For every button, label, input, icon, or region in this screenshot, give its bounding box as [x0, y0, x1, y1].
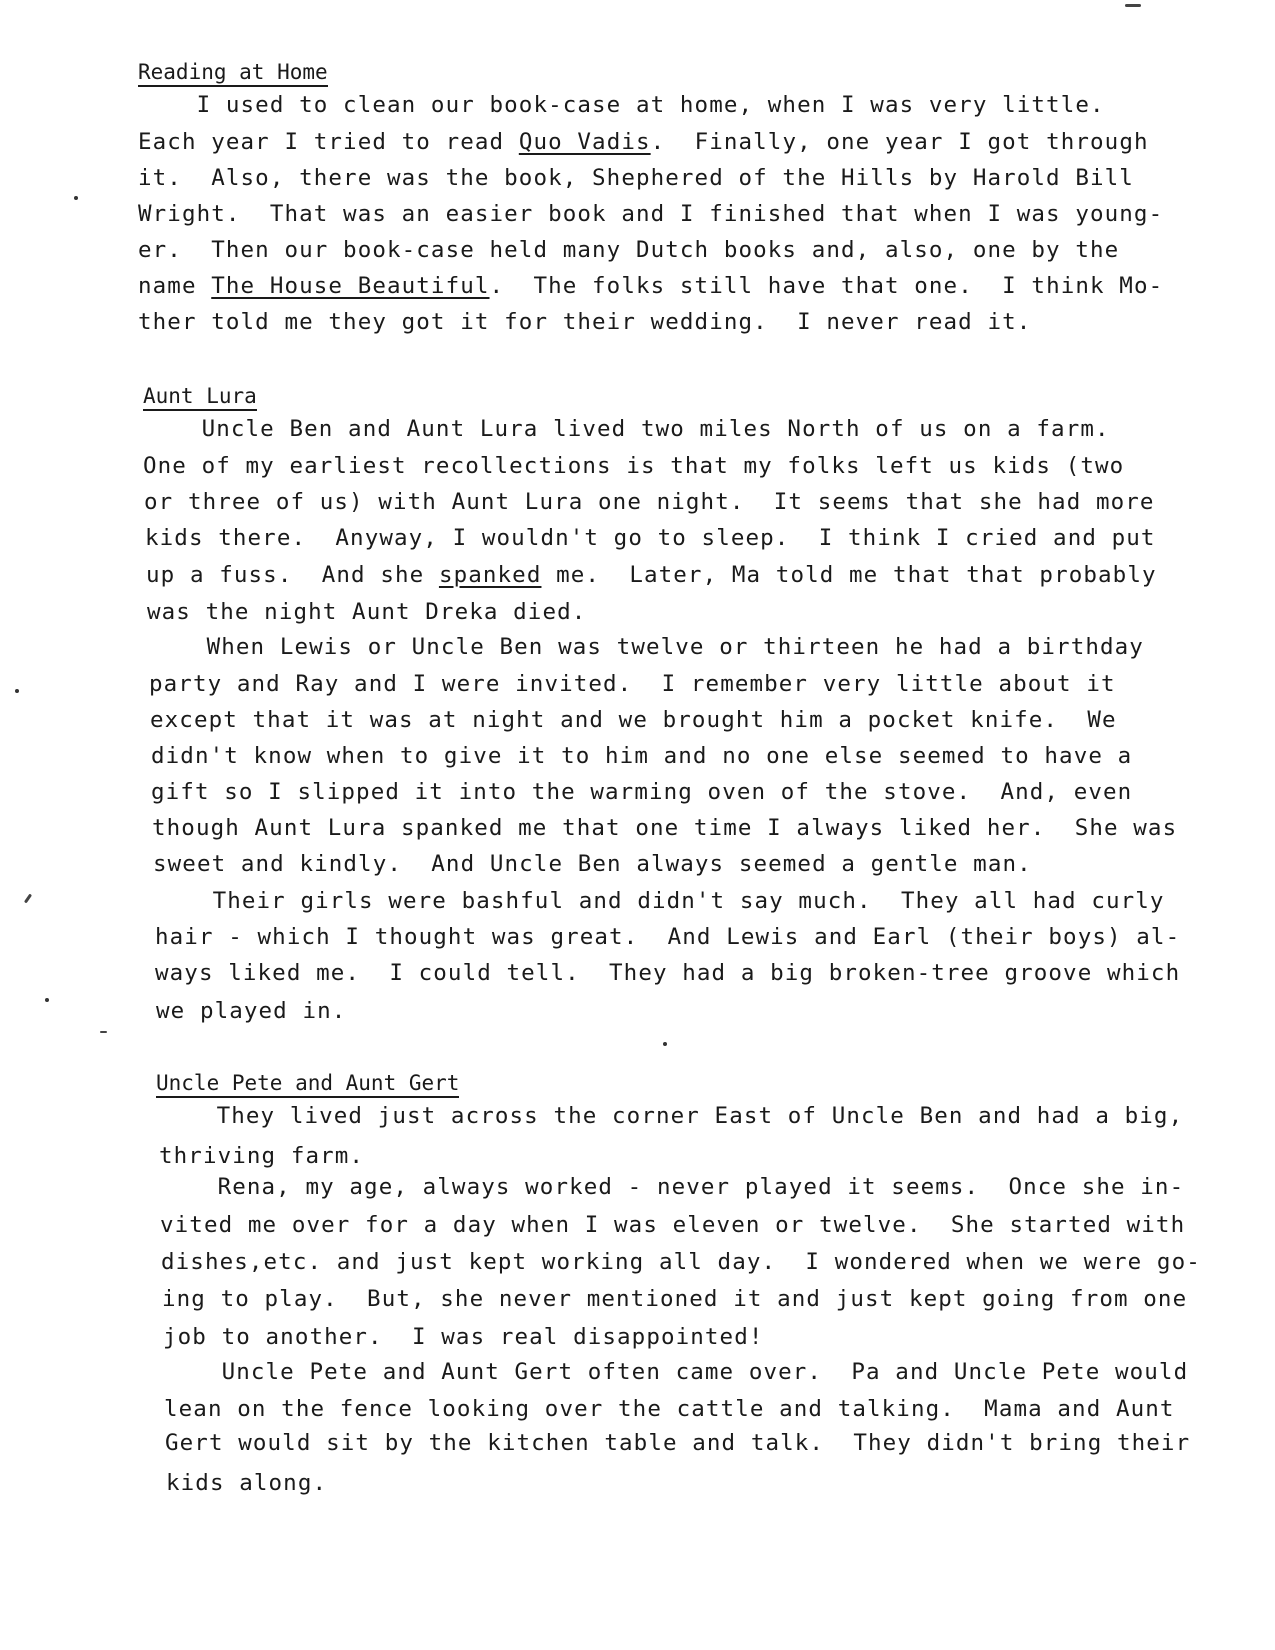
- scan-mark: [24, 894, 32, 904]
- text-line: thriving farm.: [159, 1143, 365, 1169]
- scan-speck: [74, 196, 78, 200]
- text-line: sweet and kindly. And Uncle Ben always seemed a gentle man.: [153, 851, 1032, 877]
- scan-speck: [15, 689, 19, 693]
- section-heading: Uncle Pete and Aunt Gert: [156, 1071, 459, 1098]
- text-line: up a fuss. And she spanked me. Later, Ma told me that that probably: [146, 562, 1157, 588]
- text-line: name The House Beautiful. The folks still have that one. I think Mo-: [138, 273, 1164, 299]
- text-line: party and Ray and I were invited. I remember very little about it: [149, 671, 1116, 697]
- text-line: lean on the fence looking over the cattle and talking. Mama and Aunt: [164, 1396, 1175, 1422]
- text-line: Each year I tried to read Quo Vadis. Finally, one year I got through: [138, 129, 1149, 155]
- underlined-word-spanked: spanked: [438, 562, 542, 588]
- section-heading: Aunt Lura: [143, 384, 257, 411]
- text-line: didn't know when to give it to him and no one else seemed to have a: [151, 743, 1133, 769]
- scan-speck: [663, 1042, 667, 1046]
- scan-mark: [1125, 4, 1141, 7]
- book-title-quo-vadis: Quo Vadis: [518, 129, 651, 155]
- text-line: They lived just across the corner East of Uncle Ben and had a big,: [158, 1103, 1184, 1129]
- text-line: job to another. I was real disappointed!: [163, 1324, 764, 1350]
- text-line: kids along.: [166, 1470, 328, 1496]
- text-line: Gert would sit by the kitchen table and talk. They didn't bring their: [165, 1430, 1191, 1456]
- text-line: er. Then our book-case held many Dutch books and, also, one by the: [138, 237, 1120, 263]
- text-line: hair - which I thought was great. And Lewis and Earl (their boys) al-: [155, 924, 1181, 950]
- text-line: Uncle Pete and Aunt Gert often came over. Pa and Uncle Pete would: [163, 1359, 1189, 1385]
- text-line: except that it was at night and we brought him a pocket knife. We: [150, 707, 1117, 733]
- text-line: vited me over for a day when I was eleven or twelve. She started with: [160, 1212, 1186, 1238]
- text-line: it. Also, there was the book, Shephered of the Hills by Harold Bill: [138, 165, 1134, 191]
- text-line: Wright. That was an easier book and I finished that when I was young-: [138, 201, 1164, 227]
- text-line: kids there. Anyway, I wouldn't go to sleep. I think I cried and put: [145, 525, 1156, 551]
- text-line: ther told me they got it for their wedding. I never read it.: [138, 309, 1032, 335]
- text-line: When Lewis or Uncle Ben was twelve or thirteen he had a birthday: [148, 634, 1144, 660]
- text-line: dishes,etc. and just kept working all day. I wondered when we were go-: [161, 1249, 1201, 1275]
- text-line: One of my earliest recollections is that my folks left us kids (two: [143, 453, 1125, 479]
- text-line: Uncle Ben and Aunt Lura lived two miles North of us on a farm.: [143, 416, 1110, 442]
- text-line: Their girls were bashful and didn't say much. They all had curly: [154, 888, 1165, 914]
- book-title-house-beautiful: The House Beautiful: [211, 273, 490, 299]
- text-line: though Aunt Lura spanked me that one time I always liked her. She was: [152, 815, 1178, 841]
- text-line: we played in.: [156, 998, 347, 1024]
- section-heading: Reading at Home: [138, 60, 328, 87]
- scan-speck: [45, 998, 49, 1002]
- text-line: ing to play. But, she never mentioned it and just kept going from one: [162, 1286, 1188, 1312]
- text-line: gift so I slipped it into the warming oven of the stove. And, even: [151, 779, 1133, 805]
- scan-mark: [100, 1031, 107, 1033]
- text-line: ways liked me. I could tell. They had a big broken-tree groove which: [155, 960, 1181, 986]
- text-line: Rena, my age, always worked - never played it seems. Once she in-: [159, 1174, 1185, 1200]
- text-line: or three of us) with Aunt Lura one night. It seems that she had more: [144, 489, 1155, 515]
- text-line: I used to clean our book-case at home, when I was very little.: [138, 92, 1105, 118]
- text-line: was the night Aunt Dreka died.: [147, 599, 587, 625]
